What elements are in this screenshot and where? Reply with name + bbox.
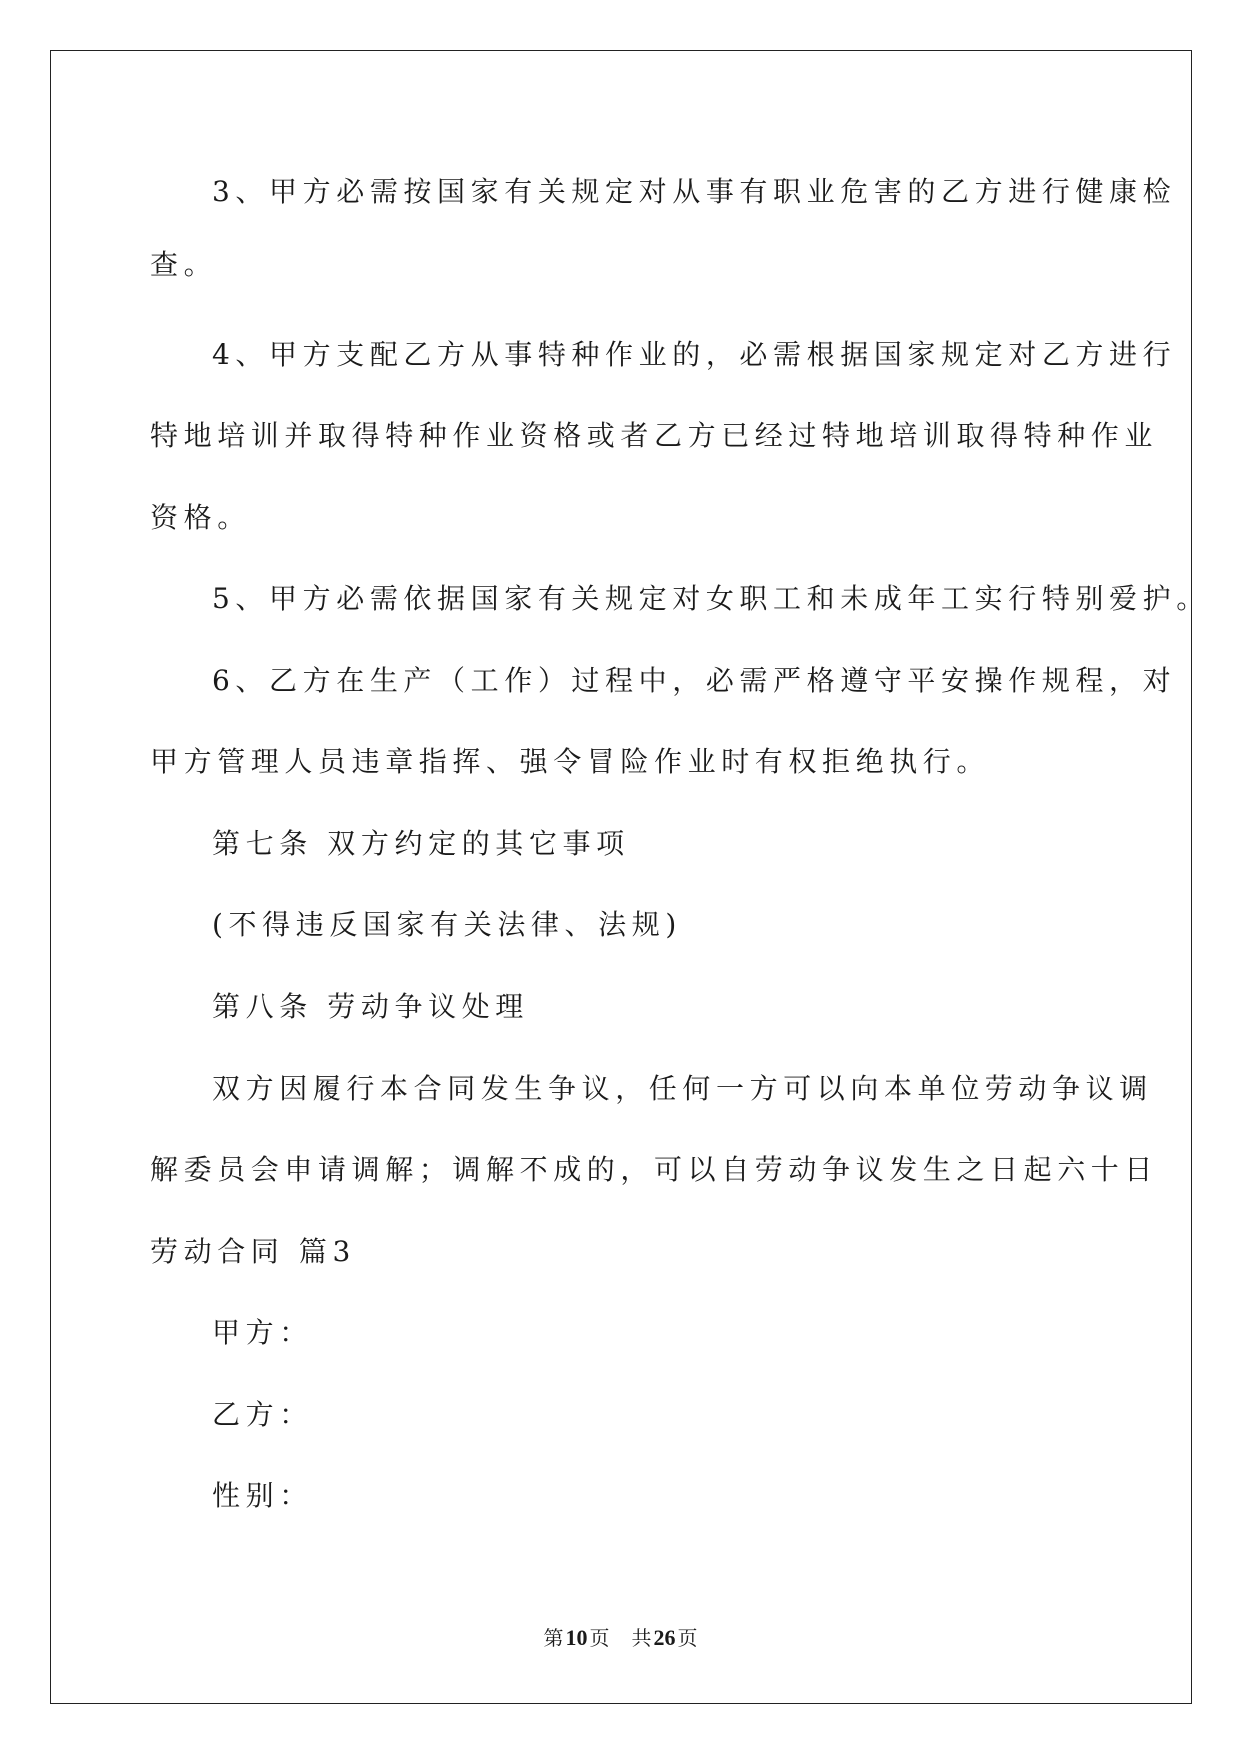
paragraph-line: 解委员会申请调解；调解不成的，可以自劳动争议发生之日起六十日	[150, 1153, 1159, 1186]
paragraph-line: 4、甲方支配乙方从事特种作业的，必需根据国家规定对乙方进行	[212, 338, 1177, 371]
paragraph-line: 双方因履行本合同发生争议，任何一方可以向本单位劳动争议调	[212, 1072, 1153, 1105]
paragraph-line: 特地培训并取得特种作业资格或者乙方已经过特地培训取得特种作业	[150, 419, 1159, 452]
paragraph-line: (不得违反国家有关法律、法规)	[212, 908, 682, 941]
paragraph-line: 6、乙方在生产（工作）过程中，必需严格遵守平安操作规程，对	[212, 664, 1177, 697]
page-prefix: 第	[543, 1628, 564, 1650]
page-current: 10	[565, 1625, 588, 1650]
page-border	[50, 50, 1192, 1704]
party-b-label: 乙方：	[212, 1398, 313, 1431]
section-heading: 第七条 双方约定的其它事项	[212, 827, 630, 860]
page-mid: 页	[589, 1628, 610, 1650]
party-a-label: 甲方：	[212, 1316, 313, 1349]
page-total: 26	[653, 1625, 676, 1650]
document-title: 劳动合同 篇3	[150, 1235, 356, 1268]
gender-label: 性别：	[212, 1479, 313, 1512]
total-prefix: 共	[631, 1628, 652, 1650]
paragraph-line: 甲方管理人员违章指挥、强令冒险作业时有权拒绝执行。	[150, 745, 991, 778]
section-heading: 第八条 劳动争议处理	[212, 990, 529, 1023]
paragraph-line: 资格。	[150, 501, 251, 534]
paragraph-line: 5、甲方必需依据国家有关规定对女职工和未成年工实行特别爱护。	[212, 582, 1210, 615]
paragraph-line: 查。	[150, 248, 218, 281]
paragraph-line: 3、甲方必需按国家有关规定对从事有职业危害的乙方进行健康检	[212, 175, 1177, 208]
total-suffix: 页	[677, 1628, 698, 1650]
page-footer	[0, 1625, 1241, 1652]
